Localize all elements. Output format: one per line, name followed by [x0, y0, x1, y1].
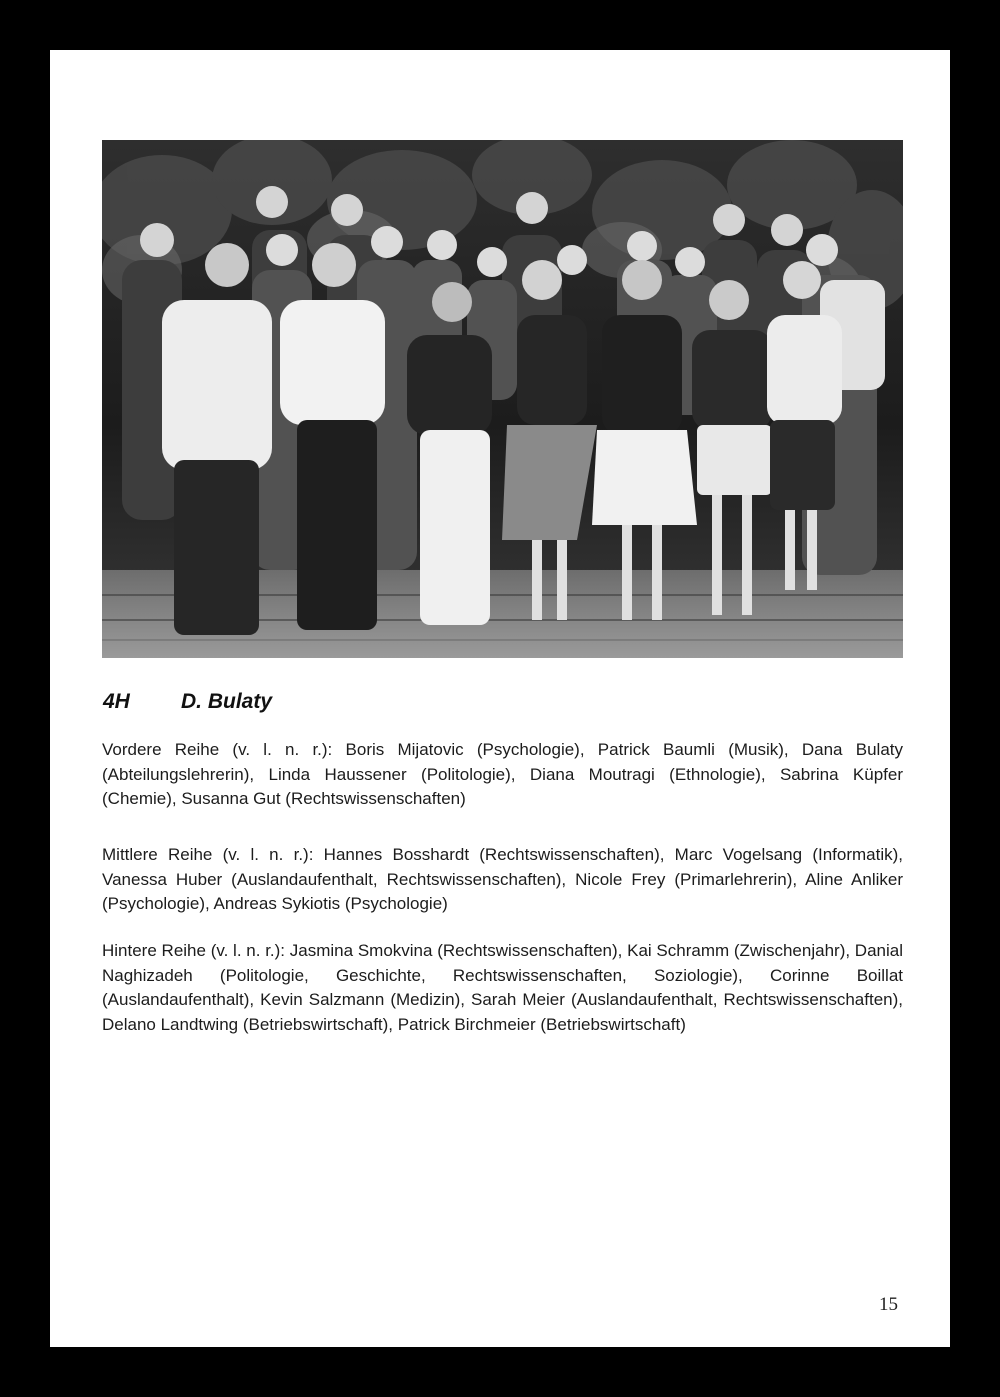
back-row-label: Hintere Reihe (v. l. n. r.): [102, 941, 286, 960]
back-row-names: Jasmina Smokvina (Rechtswissenschaften), Kai Schramm (Zwischenjahr), Danial Naghizadeh (Politologie, Geschichte, Rechtswissenschaften, Soziologie), Corinne Boillat (Auslandaufenthalt), Kevin Salzmann (Medizin), Sarah Meier (Auslandaufenthalt, Rechtswissenschaften), Delano Landtwing (Betriebswirtschaft), Patrick Birchmeier (Betriebswirtschaft) [102, 941, 904, 1034]
front-row-label: Vordere Reihe (v. l. n. r.): [102, 740, 333, 759]
back-row-caption [102, 939, 903, 1037]
front-row-caption [102, 738, 903, 812]
middle-row-label: Mittlere Reihe (v. l. n. r.): [102, 845, 314, 864]
document-page [50, 50, 950, 1347]
page-number: 15 [879, 1294, 898, 1315]
middle-row-names: Hannes Bosshardt (Rechtswissenschaften), Marc Vogelsang (Informatik), Vanessa Huber (Auslandaufenthalt, Rechtswissenschaften), Nicole Frey (Primarlehrerin), Aline Anliker (Psychologie), Andreas Sykiotis (Psychologie) [102, 845, 903, 913]
teacher-name: D. Bulaty [181, 690, 273, 713]
class-group-photo [102, 140, 903, 658]
middle-row-caption [102, 843, 903, 917]
front-row-names: Boris Mijatovic (Psychologie), Patrick Baumli (Musik), Dana Bulaty (Abteilungslehrerin), Linda Haussener (Politologie), Diana Moutragi (Ethnologie), Sabrina Küpfer (Chemie), Susanna Gut (Rechtswissenschaften) [102, 740, 903, 808]
class-code: 4H [103, 690, 130, 713]
class-heading [103, 690, 272, 714]
